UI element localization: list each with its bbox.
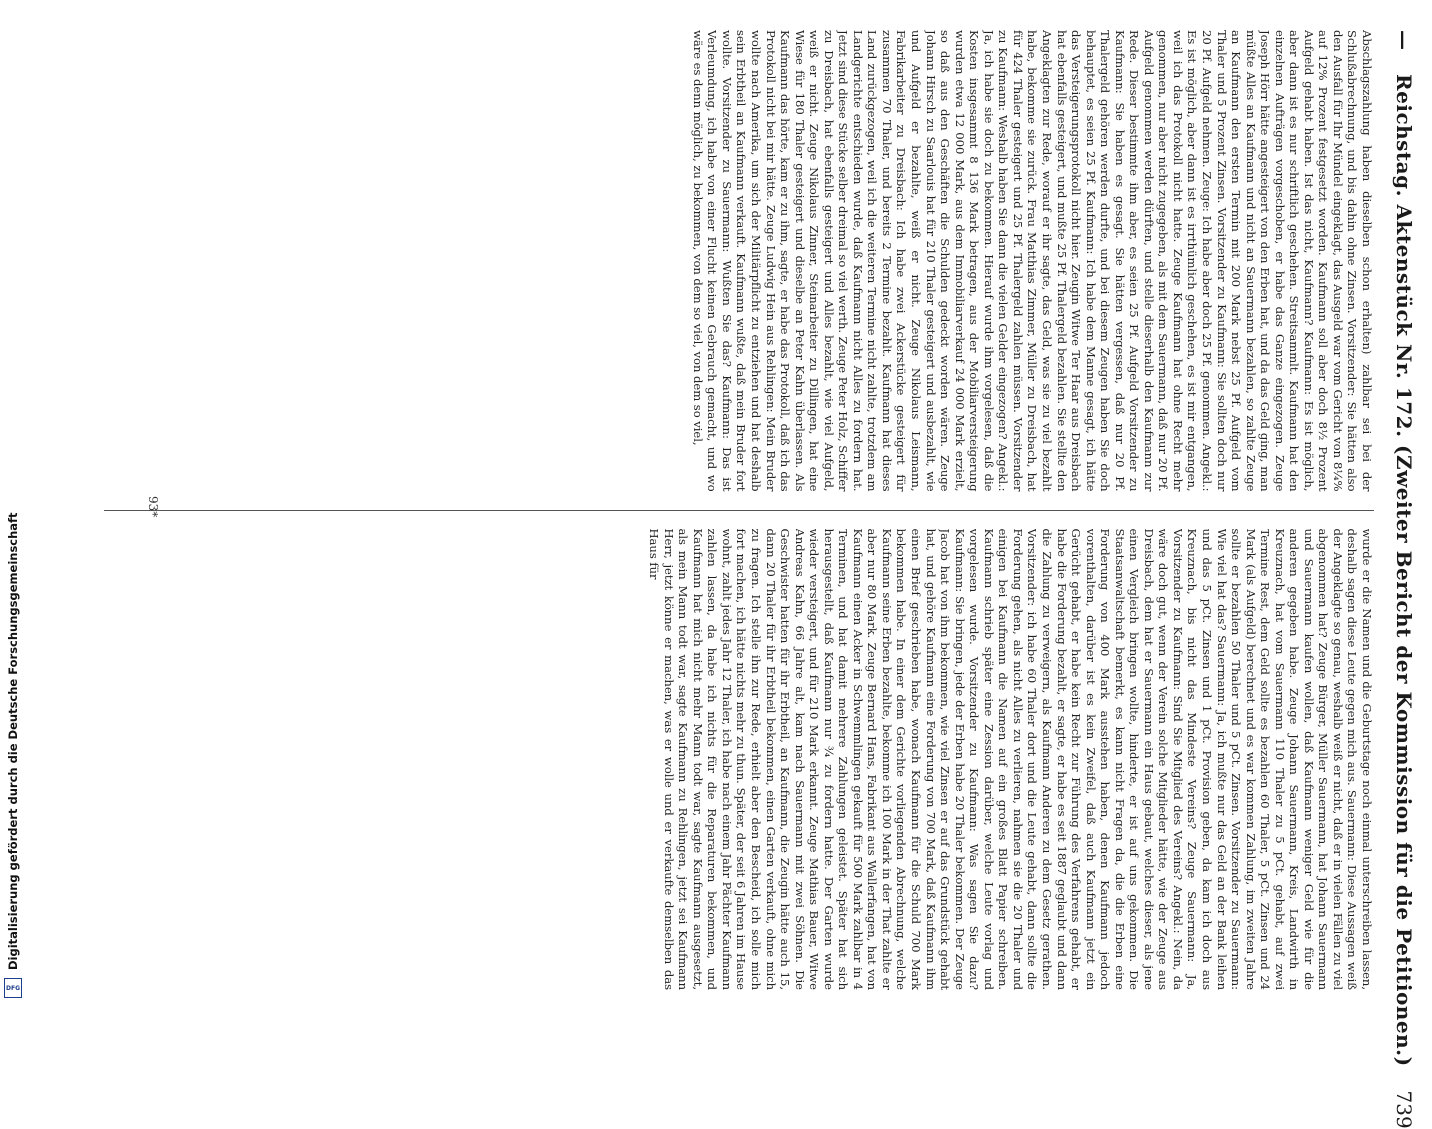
sheet-signature: 93*	[146, 496, 160, 518]
credit-text: Digitalisierung gefördert durch die Deutsche Forschungsgemeinschaft	[6, 512, 20, 970]
page-header	[1384, 30, 1424, 1129]
page-number: 739	[1392, 1090, 1416, 1129]
text-columns	[104, 30, 1374, 990]
digitization-credit	[0, 0, 28, 1000]
document-page	[89, 30, 1424, 1129]
right-column: wurde er die Namen und die Geburtstage noch einmal unterschreiben lassen, deshalb sagen diese Leute gegen mich aus. Sauermann: Diese Aussagen weiß der Angeklagte so genau, weshalb weiß er nicht, daß er in vielen Fällen zu viel abgenommen hat? Zeuge Bürger, Müller Sauermann, hat Johann Sauermann und Sauermann kaufen wollen, daß Kaufmann weniger Geld wie für die anderen gegeben habe. Zeuge Johann Sauermann, Kreis, Landwirth in Kreuznach, hat vom Sauermann 110 Thaler zu 5 pCt. gehabt, auf zwei Termine Rest, dem Geld sollte es bezahlen 60 Thaler, 5 pCt. Zinsen und 24 Mark (als Aufgeld) berechnet und es war kommen Zahlung, im zweiten Jahre sollte er bezahlen 50 Thaler und 5 pCt. Zinsen. Vorsitzender zu Sauermann: Wie viel hat das? Sauermann: Ja, ich mußte nur das Geld an der Bank leihen und das 5 pCt. Zinsen und 1 pCt. Provision geben, da kam ich doch aus Kreuznach, bis nicht das Mindeste Vereins? Zeuge Sauermann: Ja, Vorsitzender zu Kaufmann: Sind Sie Mitglied des Vereins? Angekl.: Nein, da wäre doch gut, wenn der Verein solche Mitglieder hätte, wie der Zeuge aus Dreisbach, dem hat er Sauermann ein Haus gebaut, welches dieser, als jene einen Vergleich bringen wollte, hinderte, er ist auf uns gekommen. Die Staatsanwaltschaft bemerkt, es kann nicht Fragen da, die die Erben eine Forderung von 400 Mark ausstehen haben, denen Kaufmann jedoch vorenthalten, darüber ist es kein Zweifel, daß auch Kaufmann jetzt ein Gerücht gehabt, er habe kein Recht zur Führung des Verfahrens gehabt, er habe die Forderung bezahlt, er sagte, er habe es seit 1887 geglaubt und dann die Zahlung zu verweigern, als Kaufmann Anderen zu dem Gesetz gerathen. Vorsitzender: ich habe 60 Thaler dort und die Leute gehabt, dann sollte die Forderung gehen, als nicht Alles zu verlieren, nahmen sie die 20 Thaler und einigen bei Kaufmann die Namen auf ein großes Blatt Papier schreiben. Kaufmann schrieb später eine Zession darüber, welche Leute vorlag und vorgelesen wurde. Vorsitzender zu Kaufmann: Was sagen Sie dazu? Kaufmann: Sie bringen, jede der Erben habe 20 Thaler bekommen. Der Zeuge Jacob hat von ihm bekommen, wie viel Zinsen er auf das Grundstück gehabt hat, und gehöre Kaufmann eine Forderung von 700 Mark, daß Kaufmann ihm einen Brief geschrieben habe, wonach Kaufmann für die Schuld 700 Mark bekommen habe. In einer dem Gerichte vorliegenden Abrechnung, welche Kaufmann seine Erben bezahlte, bekomme ich 100 Mark in der That zahlte er aber nur 80 Mark. Zeuge Bernard Hans, Fabrikant aus Wallerfangen, hat von Kaufmann einen Acker in Schwemmlingen gekauft für 500 Mark zahlbar in 4 Terminen, und hat damit mehrere Zahlungen geleistet. Später hat sich herausgestellt, daß Kaufmann nur ¾ zu fordern hatte. Der Garten wurde wieder versteigert, und für 210 Mark erkannt. Zeuge Mathias Bauer, Witwe Andreas Kahn, 66 Jahre alt, kam nach Sauermann mit zwei Söhnen. Die Geschwister hatten für ihr Erbtheil, an Kaufmann, die Zeugin hätte auch 15, dann 20 Thaler für ihr Erbtheil bekommen, einen Garten verkauft, ohne mich zu fragen. Ich stelle ihn zur Rede, erhielt aber den Bescheid, ich solle mich fort machen, ich hätte nichts mehr zu thun. Später, der seit 6 Jahren im Hause wohnt, zahlt jedes Jahr 12 Thaler, ich habe nach einem Jahr Pächter Kaufmann zahlen lassen, da habe ich nichts für die Reparaturen bekommen, und Kaufmann hat mich nicht mehr Mann todt war, sagte Kaufmann ausgesetzt, als mein Mann todt war, sagte Kaufmann zu Rehlingen, jetzt sei Kaufmann Herr, jetzt könne er machen, was er wolle und er verkaufte demselben das Haus für	[647, 528, 1374, 990]
left-column: Abschlagszahlung haben dieselben schon erhalten) zahlbar sei bei der Schlußabrechnung, und bis dahin ohne Zinsen. Vorsitzender: Sie hätten also den Ausfall für Ihr Mündel eingeklagt, das Ausgeld war vom Gericht von 8¼% auf 12% Prozent festgesetzt worden. Kaufmann soll aber doch 8½ Prozent Aufgeld gehabt haben. Ist das nicht, Kaufmann? Kaufmann: Es ist möglich, aber dann ist es nur schriftlich geschehen. Streitsammlt. Kaufmann hat den einzelnen Aufträgen vorgeschoben, er habe das Ganze eingezogen. Zeuge Joseph Hörr hätte angesteigert von den Erben hat, und da das Geld ging, man müßte Alles an Kaufmann und nicht an Sauermann bezahlen, so zahlte Zeuge an Kaufmann den ersten Termin mit 200 Mark nebst 25 Pf. Aufgeld vom Thaler und 5 Prozent Zinsen. Vorsitzender zu Kaufmann: Sie sollten doch nur 20 Pf. Aufgeld nehmen. Zeuge: Ich habe aber doch 25 Pf. genommen. Angekl.: Es ist möglich, aber dann ist es irrthümlich geschehen, es ist mir entgangen, weil ich das Protokoll nicht hatte. Zeuge Kaufmann hat ohne Recht mehr genommen, nur aber nicht zugegeben, als mit dem Sauermann, daß nur 20 Pf. Aufgeld genommen werden dürften, und stelle dieserhalb den Kaufmann zur Rede. Dieser bestimmte ihm aber, es seien 25 Pf. Aufgeld Vorsitzender zu Kaufmann: Sie haben es gesagt. Sie hätten vergessen, daß nur 20 Pf. Thalergeld gehören werden durfte, und bei diesem Zeugen haben Sie doch behauptet, es seien 25 Pf. Kaufmann: Ich habe dem Manne gesagt, ich hätte das Versteigerungsprotokoll nicht hier. Zeugin Witwe Ter Haar aus Dreisbach hat ebenfalls gesteigert, und mußte 25 Pf. Thalergeld bezahlen. Sie stellte den Angeklagten zur Rede, worauf er ihr sagte, das Geld, was sie zu viel bezahlt habe, bekomme sie zurück. Frau Matthias Zimmer, Müller zu Dreisbach, hat für 424 Thaler gesteigert und 25 Pf. Thalergeld zahlen müssen. Vorsitzender zu Kaufmann: Weshalb haben Sie dann die vielen Gelder eingezogen? Angekl.: Ja, ich habe sie doch zu bekommen. Hierauf wurde ihm vorgelesen, daß die Kosten insgesammt 8 136 Mark betragen, aus der Mobiliarversteigerung wurden etwa 12 000 Mark, aus dem Immobiliarverkauf 24 000 Mark erzielt, so daß aus den Geschäften die Schulden gedeckt worden wären. Zeuge Johann Hirsch zu Saarlouis hat für 210 Thaler gesteigert und ausbezahlt, wie und Aufgeld er bezahlte, weiß er nicht. Zeuge Nikolaus Leismann, Fabrikarbeiter zu Dreisbach: Ich habe zwei Ackerstücke gesteigert für zusammen 70 Thaler, und bereits 2 Termine bezahlt. Kaufmann hat dieses Land zurückgezogen, weil ich die weiteren Termine nicht zahlte, trotzdem am Landgerichte entschieden wurde, daß Kaufmann nicht Alles zu fordern hat. Jetzt sind diese Stücke selber dreimal so viel werth. Zeuge Peter Holz, Schiffer zu Dreisbach, hat ebenfalls gesteigert und Alles bezahlt, wie viel Aufgeld, weiß er nicht. Zeuge Nikolaus Zinner, Steinarbeiter zu Dillingen, hat eine Wiese für 180 Thaler gesteigert und dieselbe an Peter Kahn überlassen. Als Kaufmann das hörte, kam er zu ihm, sagte, er habe das Protokoll, daß ich das Protokoll nicht bei mir hätte. Zeuge Ludwig Hein aus Rehlingen: Mein Bruder wollte nach Amerika, um sich der Militärpflicht zu entziehen und hat deshalb sein Erbtheil an Kaufmann verkauft. Kaufmann wußte, daß mein Bruder fort wollte. Vorsitzender zu Sauermann: Wußten Sie das? Kaufmann: Das ist Verleumdung, ich habe von einer Flucht keinen Gebrauch gemacht, und wo wäre es denn möglich, zu bekommen, von dem so viel, von dem so viel,	[690, 30, 1374, 492]
column-divider	[104, 510, 1374, 511]
running-title: Reichstag. Aktenstück Nr. 172. (Zweiter Bericht der Kommission für die Petitionen.)	[1392, 74, 1416, 1067]
dfg-logo-icon: DFG	[4, 978, 22, 998]
header-dash: —	[1392, 30, 1416, 50]
